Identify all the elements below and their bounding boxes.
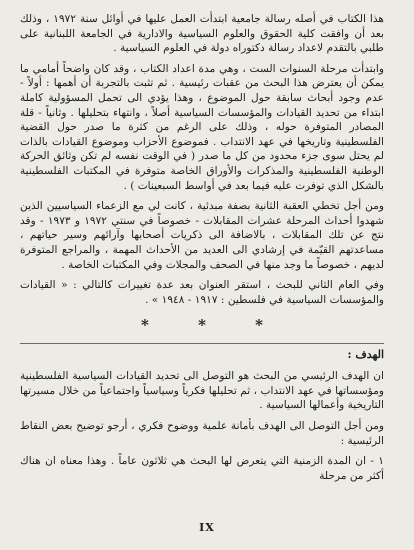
paragraph-clarify: ومن أجل التوصل الى الهدف بأمانة علمية ووضوح فكري ، أرجو توضيح بعض النقاط الرئيسية :: [20, 420, 384, 447]
paragraph-title: وفي العام الثاني للبحث ، استقر العنوان بعد عدة تغييرات كالتالي : « القيادات والمؤسسات السياسية في فلسطين : ١٩١٧ - ١٩٤٨ » .: [20, 279, 384, 306]
paragraph-obstacles: وابتدأت مرحلة السنوات الست ، وهي مدة اعداد الكتاب ، وقد كان واضحاً أمامي ما يمكن أن يعترض هذا البحث من عقبات رئيسية . ثم تثبت بالتجربة أن أهمها : أولاً - عدم وجود أبحاث سابقة حول الموضوع ، وهذا يؤدي الى تحمل المسؤولية كاملة ابتداء من تحديد القيادات والمؤسسات السياسية أصلاً ، وانتهاء بتحليلها . وثانياً - قلة المصادر المتوفرة حوله ، وذلك على الرغم من كثرة ما صدر حول القضية الفلسطينية وتاريخها في عهد الانتداب . فموضوع الأحزاب وموضوع القيادات بالذات لم يحتل سوى جزء محدود من كل ما صدر ( في الوقت نفسه لم تكن وثائق الحركة الوطنية الفلسطينية والمذكرات والأوراق الخاصة متوفرة في المكتبات الفلسطينية بالشكل الذي توفرت عليه فيما بعد في أواسط السبعينات ) .: [20, 62, 384, 192]
paragraph-origin: هذا الكتاب في أصله رسالة جامعية ابتدأت العمل عليها في أوائل سنة ١٩٧٢ ، وذلك بعد أن وافقت كلية الحقوق والعلوم السياسية والادارية في الجامعة اللبنانية على طلبي بالتقدم لاعداد رسالة دكتوراه دولة في العلوم السياسية .: [20, 13, 384, 55]
section-separator: * * *: [141, 316, 285, 335]
paragraph-interviews: ومن أجل تخطي العقبة الثانية بصفة مبدئية ، كانت لي مع الزعماء السياسيين الذين شهدوا أحداث المرحلة عشرات المقابلات - خصوصاً في سنتي ١٩٧٢ و ١٩٧٣ - وقد نتج عن تلك المقابلات ، بالاضافة الى ذكريات أصحابها وآرائهم وسير حياتهم ، مساعدتهم القيّمة في إرشادي الى العديد من الأحداث المهمة ، والمراجع المتوفرة لديهم ، خصوصاً ما وجد منها في الصحف والمجلات وفي المكتبات الخاصة .: [20, 200, 385, 271]
divider: [20, 343, 384, 344]
paragraph-goal: ان الهدف الرئيسي من البحث هو التوصل الى تحديد القيادات السياسية الفلسطينية ومؤسساتها في عهد الانتداب ، ثم تحليلها فكرياً وسياسياً واجتماعياً من خلال مسيرتها التاريخية وأعمالها السياسية .: [20, 370, 384, 412]
section-heading: الهدف :: [347, 348, 384, 362]
paragraph-point-1: ١ - ان المدة الزمنية التي يتعرض لها البحث هي ثلاثون عاماً . وهذا معناه ان هناك أكثر من مرحلة: [20, 455, 384, 482]
page-number: IX: [199, 521, 215, 534]
body-text-bottom: [20, 369, 384, 483]
body-text-top: [20, 12, 384, 307]
